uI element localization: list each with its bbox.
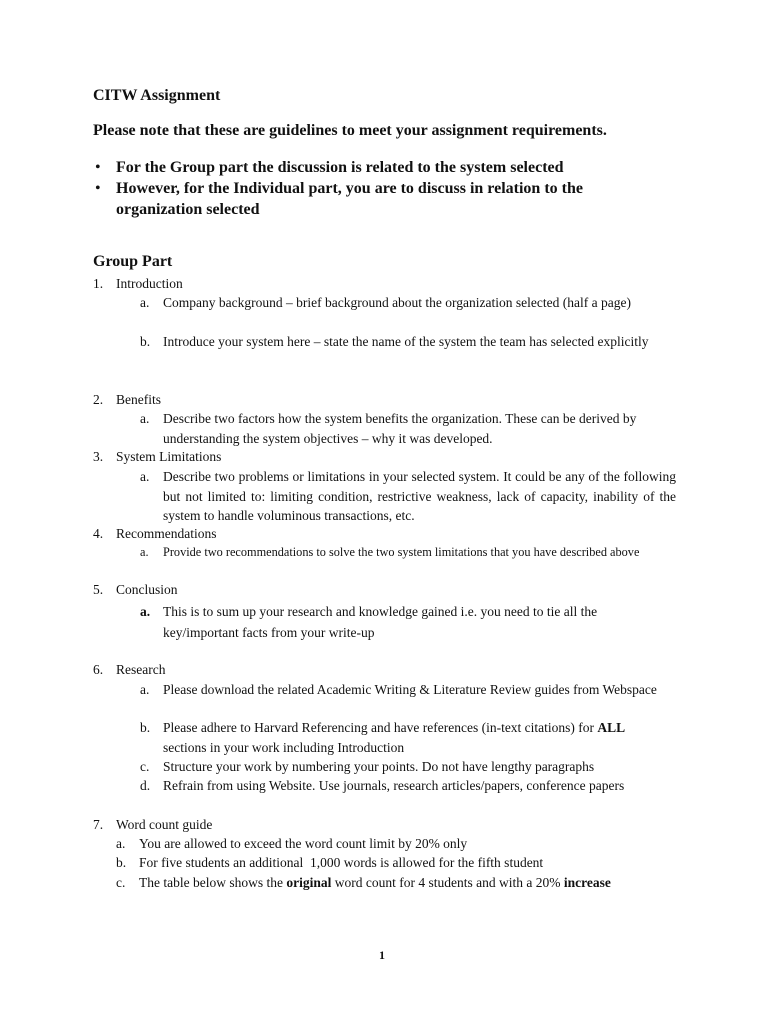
text-run: Please adhere to Harvard Referencing and have references (in-text citations) for: [163, 720, 598, 735]
sub-item-letter: c.: [116, 875, 126, 890]
bullet-icon: •: [95, 180, 101, 197]
guidelines-note: Please note that these are guidelines to meet your assignment requirements.: [93, 122, 607, 139]
bullet-text: For the Group part the discussion is related to the system selected: [116, 159, 564, 176]
sub-item-letter: a.: [140, 295, 150, 310]
item-label: Word count guide: [116, 817, 213, 832]
section-heading: Group Part: [93, 253, 173, 270]
sub-item-letter: a.: [140, 604, 151, 619]
text-run: word count for 4 students and with a 20%: [331, 875, 564, 890]
item-number: 1.: [93, 276, 104, 291]
sub-item-text: Company background – brief background about the organization selected (half a page): [163, 295, 631, 310]
sub-item-text: Provide two recommendations to solve the two system limitations that you have described above: [163, 545, 640, 559]
sub-item-text: Refrain from using Website. Use journals, research articles/papers, conference papers: [163, 778, 625, 793]
bullet-item: [93, 178, 653, 220]
item-label: Research: [116, 662, 166, 677]
item-label: System Limitations: [116, 449, 222, 464]
sub-item-text: Please download the related Academic Writing & Literature Review guides from Webspace: [163, 682, 657, 697]
sub-item-letter: a.: [116, 836, 126, 851]
item-number: 5.: [93, 582, 104, 597]
document-title: CITW Assignment: [93, 87, 221, 104]
sub-item-text: Describe two problems or limitations in your selected system. It could be any of the following but not limited to: limiting condition, restrictive weakness, lack of capacity, inability of the system to handle voluminous transactions, etc.: [163, 469, 676, 523]
sub-item-letter: d.: [140, 778, 151, 793]
item-number: 4.: [93, 526, 104, 541]
sub-item-letter: b.: [140, 720, 151, 735]
sub-item-letter: c.: [140, 759, 150, 774]
sub-item-letter: a.: [140, 545, 149, 559]
sub-item-text: [163, 718, 665, 757]
emphasis-text: original: [286, 875, 332, 890]
item-label: Introduction: [116, 276, 183, 291]
item-label: Recommendations: [116, 526, 217, 541]
emphasis-text: increase: [563, 875, 611, 890]
sub-item-text: Introduce your system here – state the name of the system the team has selected explicitly: [163, 334, 649, 349]
sub-item-letter: a.: [140, 682, 150, 697]
bullet-list: [93, 157, 653, 220]
item-number: 7.: [93, 817, 104, 832]
item-label: Conclusion: [116, 582, 178, 597]
item-label: Benefits: [116, 392, 161, 407]
sub-item-letter: a.: [140, 411, 150, 426]
page-number: 1: [379, 948, 385, 962]
item-number: 2.: [93, 392, 104, 407]
sub-item-letter: b.: [116, 855, 127, 870]
text-run: The table below shows the: [139, 875, 287, 890]
item-number: 6.: [93, 662, 104, 677]
bullet-icon: •: [95, 159, 101, 176]
sub-item-text: Describe two factors how the system benefits the organization. These can be derived by understanding the system objectives – why it was developed.: [163, 411, 637, 446]
sub-item-letter: a.: [140, 469, 150, 484]
sub-item-text: For five students an additional 1,000 words is allowed for the fifth student: [139, 855, 544, 870]
text-run: sections in your work including Introduction: [163, 739, 405, 755]
emphasis-text: ALL: [597, 720, 626, 735]
sub-item-letter: b.: [140, 334, 151, 349]
sub-item-text: [139, 873, 639, 893]
sub-item-text: This is to sum up your research and knowledge gained i.e. you need to tie all the key/important facts from your write-up: [163, 604, 598, 640]
sub-item-text: You are allowed to exceed the word count limit by 20% only: [139, 836, 468, 851]
item-number: 3.: [93, 449, 104, 464]
bullet-text: However, for the Individual part, you are to discuss in relation to the organization selected: [116, 180, 583, 218]
sub-item-text: Structure your work by numbering your points. Do not have lengthy paragraphs: [163, 759, 595, 774]
bullet-item: [93, 157, 653, 178]
